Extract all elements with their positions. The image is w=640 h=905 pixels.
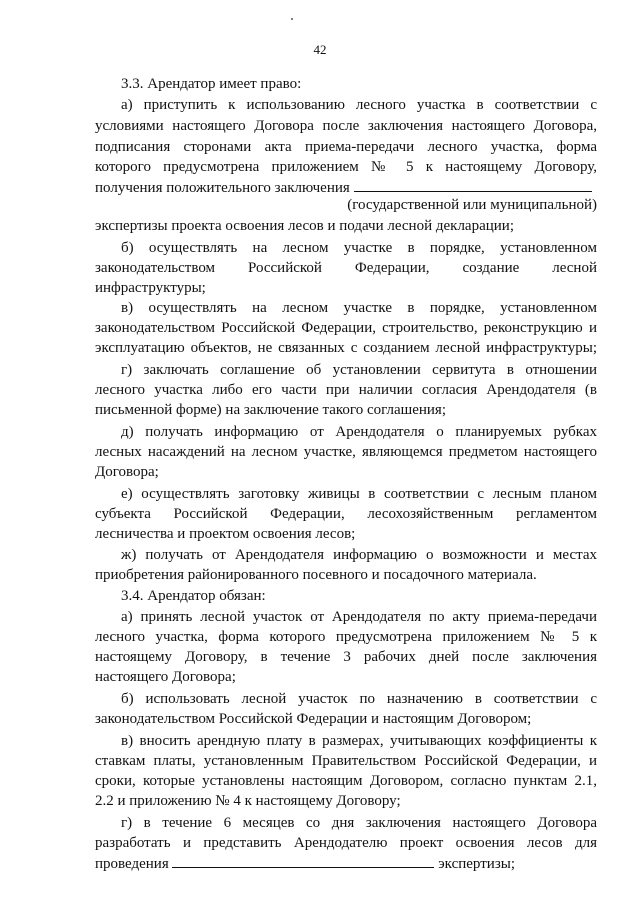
paragraph-line: условиями настоящего Договора после заключения настоящего Договора, bbox=[95, 118, 597, 134]
paragraph-line: настоящего Договора; bbox=[95, 669, 236, 685]
paragraph-line: д) получать информацию от Арендодателя о планируемых рубках bbox=[121, 424, 597, 440]
blank-caption: (государственной или муниципальной) bbox=[347, 197, 597, 213]
paragraph-line: а) принять лесной участок от Арендодателя по акту приема-передачи bbox=[121, 609, 597, 625]
paragraph-line: письменной форме) на заключение такого соглашения; bbox=[95, 402, 446, 418]
paragraph-line: в) вносить арендную плату в размерах, учитывающих коэффициенты к bbox=[121, 733, 597, 749]
paragraph-line: инфраструктуры; bbox=[95, 280, 206, 296]
paragraph-line: б) использовать лесной участок по назначению в соответствии с bbox=[121, 691, 597, 707]
paragraph-line: ж) получать от Арендодателя информацию о возможности и местах bbox=[121, 547, 597, 563]
page-number: 42 bbox=[313, 42, 327, 57]
paragraph-line-with-blank bbox=[95, 853, 597, 874]
paragraph-line: 2.2 и приложению № 4 к настоящему Договору; bbox=[95, 793, 401, 809]
paragraph-line: законодательством Российской Федерации и настоящим Договором; bbox=[95, 711, 532, 727]
section-heading-3-3: 3.3. Арендатор имеет право: bbox=[121, 76, 302, 92]
paragraph-line: ставкам платы, установленным Правительством Российской Федерации, и bbox=[95, 753, 597, 769]
paragraph-line: Договора; bbox=[95, 464, 159, 480]
paragraph-line: законодательством Российской Федерации, создание лесной bbox=[95, 260, 597, 276]
paragraph-line: эксплуатацию объектов, не связанных с созданием лесной инфраструктуры; bbox=[95, 340, 597, 356]
line-text: получения положительного заключения bbox=[95, 180, 350, 196]
paragraph-line: законодательством Российской Федерации, строительство, реконструкцию и bbox=[95, 320, 597, 336]
line-text: экспертизы; bbox=[438, 856, 515, 872]
line-text: проведения bbox=[95, 856, 169, 872]
paragraph-line: лесного участка, форма которого предусмотрена приложением № 5 к bbox=[95, 629, 597, 645]
paragraph-line: разработать и представить Арендодателю проект освоения лесов для bbox=[95, 835, 597, 851]
paragraph-line: экспертизы проекта освоения лесов и подачи лесной декларации; bbox=[95, 218, 514, 234]
paragraph-line: е) осуществлять заготовку живицы в соответствии с лесным планом bbox=[121, 486, 597, 502]
paragraph-line: лесного участка либо его части при наличии согласия Арендодателя (в bbox=[95, 382, 597, 398]
paragraph-line: подписания сторонами акта приема-передачи лесного участка, форма bbox=[95, 139, 597, 155]
section-heading-3-4: 3.4. Арендатор обязан: bbox=[121, 588, 266, 604]
scan-speck bbox=[291, 18, 293, 20]
fill-in-blank bbox=[354, 177, 592, 192]
paragraph-line: приобретения районированного посевного и посадочного материала. bbox=[95, 567, 537, 583]
paragraph-line: б) осуществлять на лесном участке в порядке, установленном bbox=[121, 240, 597, 256]
paragraph-line: г) в течение 6 месяцев со дня заключения настоящего Договора bbox=[121, 815, 597, 831]
paragraph-line: сроки, которые установлены настоящим Договором, согласно пунктам 2.1, bbox=[95, 773, 597, 789]
paragraph-line: лесных насаждений на лесном участке, являющемся предметом настоящего bbox=[95, 444, 597, 460]
fill-in-blank bbox=[172, 853, 434, 868]
paragraph-line: которого предусмотрена приложением № 5 к настоящему Договору, bbox=[95, 159, 597, 175]
paragraph-line: лесничества и проектом освоения лесов; bbox=[95, 526, 356, 542]
paragraph-line: субъекта Российской Федерации, лесохозяйственным регламентом bbox=[95, 506, 597, 522]
paragraph-line: настоящему Договору, в течение 3 рабочих дней после заключения bbox=[95, 649, 597, 665]
paragraph-line: а) приступить к использованию лесного участка в соответствии с bbox=[121, 97, 597, 113]
paragraph-line: г) заключать соглашение об установлении сервитута в отношении bbox=[121, 362, 597, 378]
paragraph-line: в) осуществлять на лесном участке в порядке, установленном bbox=[121, 300, 597, 316]
